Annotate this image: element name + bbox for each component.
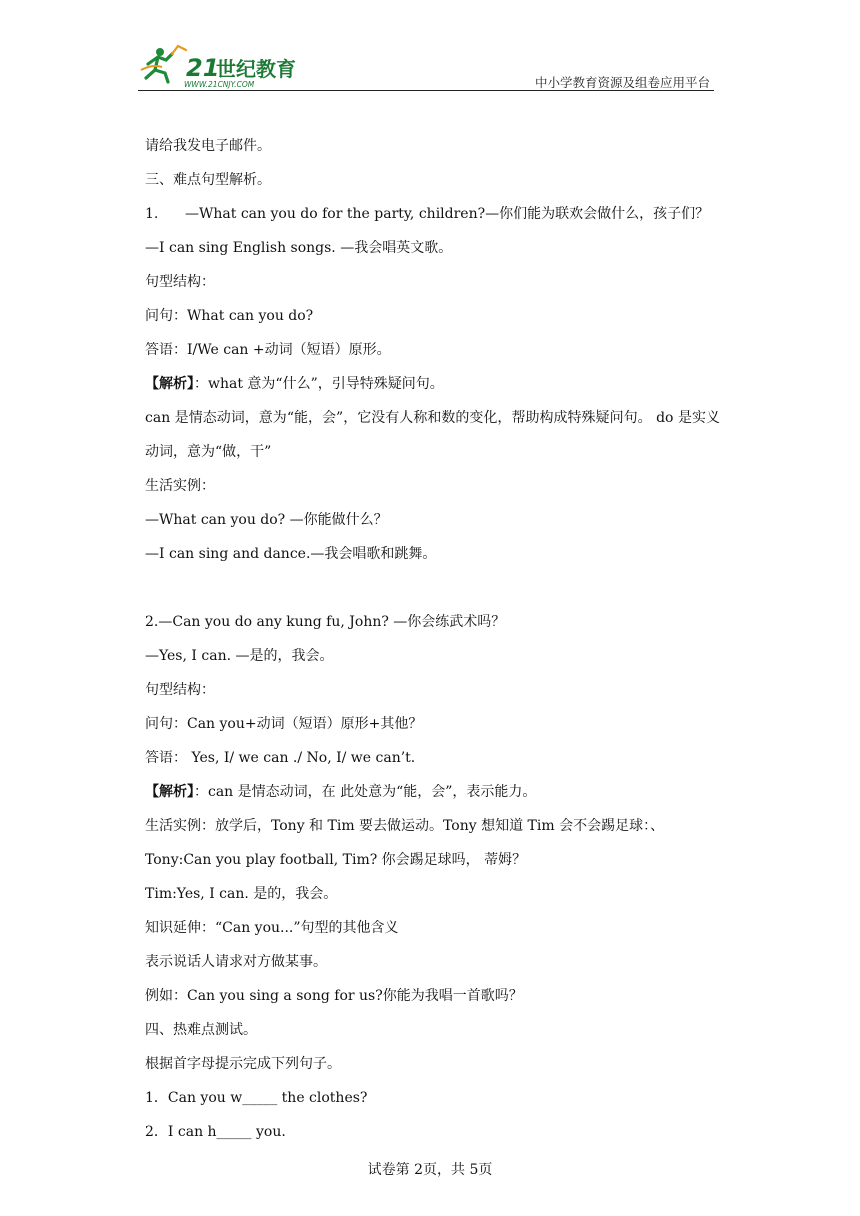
text-line: Tim:Yes, I can. 是的，我会。 <box>145 886 338 902</box>
text-line: 表示说话人请求对方做某事。 <box>145 954 327 970</box>
text-line: 答语：I/We can +动词（短语）原形。 <box>145 342 391 358</box>
page-header <box>138 40 714 92</box>
text-paragraph: can 是情态动词，意为“能，会”，它没有人称和数的变化，帮助构成特殊疑问句。 do 是实义动词，意为“做，干” <box>145 410 720 460</box>
text-line <box>145 197 720 231</box>
logo <box>138 40 308 90</box>
text-line: 生活实例： <box>145 478 215 494</box>
text-line: 答语： Yes, I/ we can ./ No, I/ we can’t. <box>145 750 416 766</box>
text-line: 知识延伸：“Can you...”句型的其他含义 <box>145 920 399 936</box>
item-text: —What can you do for the party, children?—你们能为联欢会做什么，孩子们？ <box>185 206 710 222</box>
text-line: 问句：Can you+动词（短语）原形+其他？ <box>145 716 423 732</box>
platform-name: 中小学教育资源及组卷应用平台 <box>534 75 710 90</box>
exercise-item: 2．I can h_____ you. <box>145 1124 286 1140</box>
page-footer: 试卷第 2页，共 5页 <box>367 1162 493 1178</box>
analysis-label: 【解析】 <box>145 376 194 392</box>
text-line <box>145 775 720 809</box>
svg-text:21: 21 <box>186 54 220 82</box>
text-line: 根据首字母提示完成下列句子。 <box>145 1056 341 1072</box>
text-line: —I can sing and dance.—我会唱歌和跳舞。 <box>145 546 437 562</box>
blank-line <box>145 571 720 605</box>
section-heading: 三、难点句型解析。 <box>145 172 271 188</box>
logo-runner-icon <box>138 40 308 90</box>
analysis-label: 【解析】 <box>145 784 194 800</box>
item-number: 1. <box>145 206 159 222</box>
text-line: —What can you do? —你能做什么？ <box>145 512 388 528</box>
section-heading: 四、热难点测试。 <box>145 1022 257 1038</box>
text-line: 问句：What can you do? <box>145 308 314 324</box>
text-line: Tony:Can you play football, Tim? 你会踢足球吗， 蒂姆？ <box>145 852 527 868</box>
text-line: 例如：Can you sing a song for us?你能为我唱一首歌吗？ <box>145 988 523 1004</box>
text-line: —Yes, I can. —是的，我会。 <box>145 648 334 664</box>
document-body <box>145 129 720 1149</box>
text-line: 生活实例：放学后，Tony 和 Tim 要去做运动。Tony 想知道 Tim 会不会踢足球：、 <box>145 818 665 834</box>
text-line: 句型结构： <box>145 682 215 698</box>
analysis-text: ：can 是情态动词，在 此处意为“能，会”，表示能力。 <box>194 784 537 800</box>
text-line: —I can sing English songs. —我会唱英文歌。 <box>145 240 453 256</box>
text-line: 句型结构： <box>145 274 215 290</box>
exercise-item: 1．Can you w_____ the clothes? <box>145 1090 368 1106</box>
analysis-text: ：what 意为“什么”，引导特殊疑问句。 <box>194 376 444 392</box>
text-line: 请给我发电子邮件。 <box>145 138 271 154</box>
text-line: 2.—Can you do any kung fu, John? —你会练武术吗？ <box>145 614 506 630</box>
svg-text:世纪教育: 世纪教育 <box>216 57 296 81</box>
header-divider <box>138 90 714 91</box>
svg-text:WWW.21CNJY.COM: WWW.21CNJY.COM <box>184 80 255 89</box>
text-line <box>145 367 720 401</box>
